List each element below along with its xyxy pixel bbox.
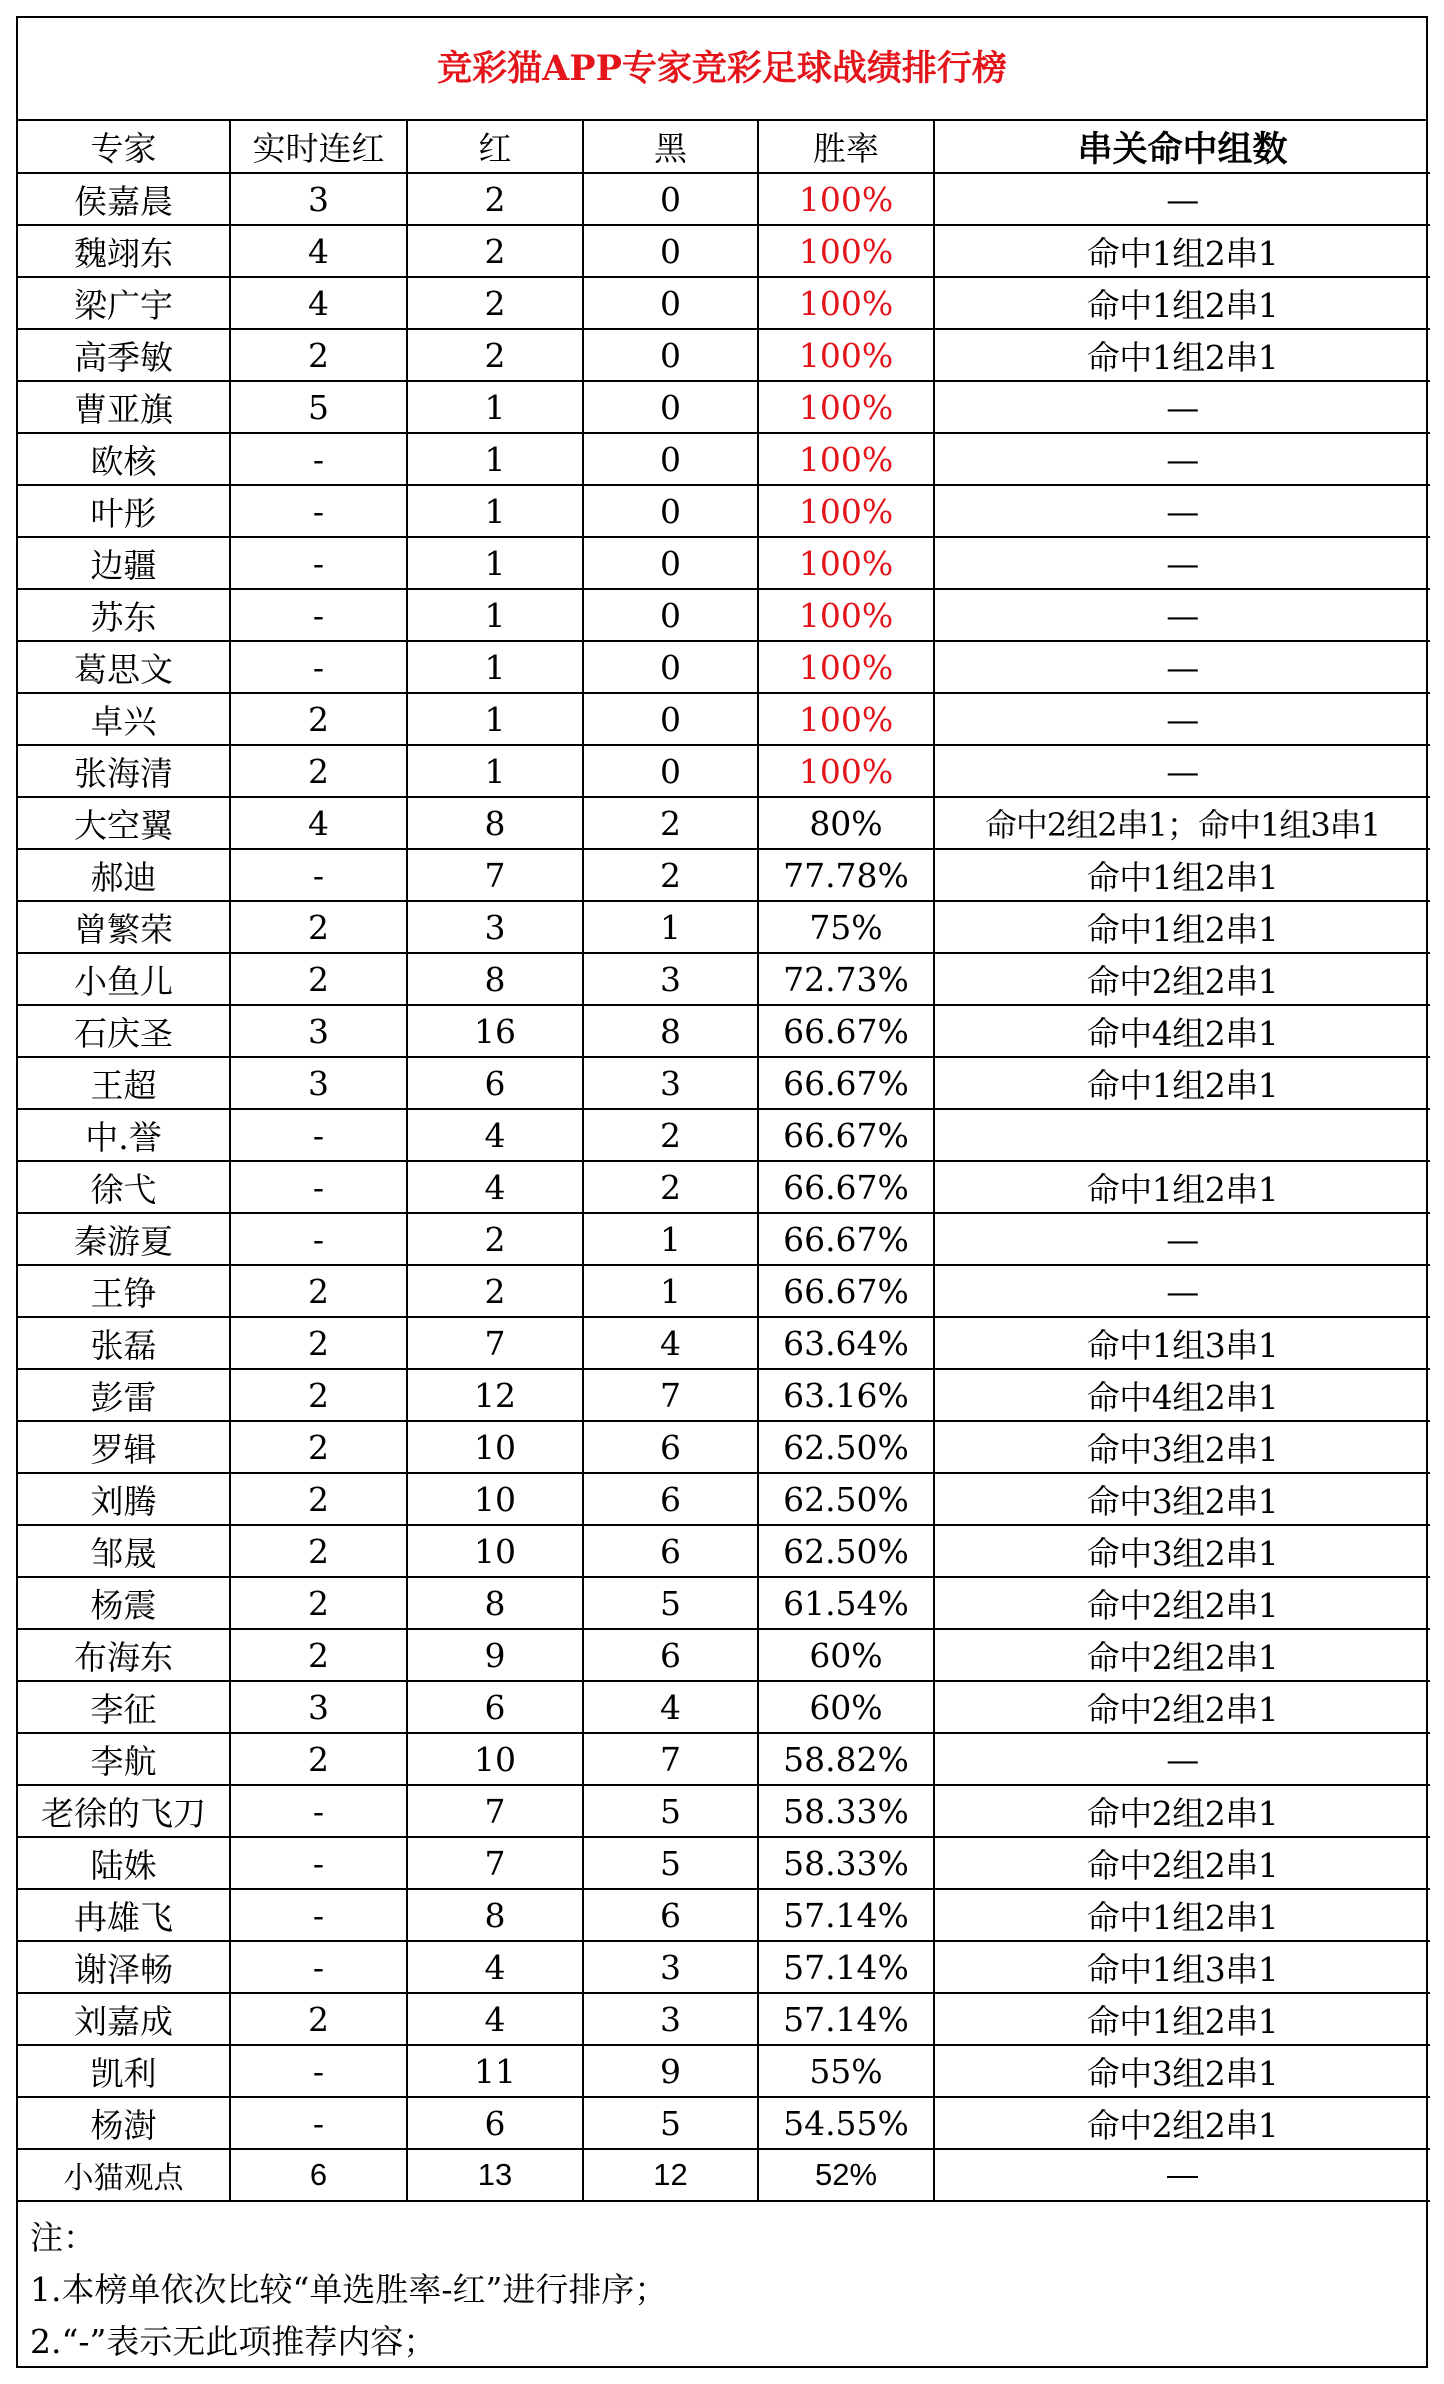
expert-name: 刘嘉成 [18, 1993, 230, 2045]
black-count: 6 [583, 1473, 758, 1525]
red-count: 7 [407, 1837, 583, 1889]
notes-line-2: 2.“-”表示无此项推荐内容； [30, 2322, 437, 2361]
combo-hits: — [934, 641, 1430, 693]
black-count: 2 [583, 1109, 758, 1161]
expert-name: 徐弋 [18, 1161, 230, 1213]
win-rate: 100% [758, 225, 934, 277]
expert-name: 张海清 [18, 745, 230, 797]
win-rate: 66.67% [758, 1161, 934, 1213]
expert-name: 罗辑 [18, 1421, 230, 1473]
red-count: 10 [407, 1733, 583, 1785]
combo-hits: — [934, 1213, 1430, 1265]
red-count: 1 [407, 537, 583, 589]
streak-cell: 2 [230, 1577, 407, 1629]
red-count: 8 [407, 1889, 583, 1941]
black-count: 4 [583, 1681, 758, 1733]
table-row [18, 1837, 1430, 1889]
table-row [18, 641, 1430, 693]
combo-hits: 命中2组2串1 [934, 953, 1430, 1005]
table-row [18, 901, 1430, 953]
expert-name: 叶彤 [18, 485, 230, 537]
expert-name: 谢泽畅 [18, 1941, 230, 1993]
streak-cell: 2 [230, 693, 407, 745]
combo-hits: — [934, 433, 1430, 485]
table-row [18, 693, 1430, 745]
combo-hits: 命中1组3串1 [934, 1317, 1430, 1369]
table-row [18, 1213, 1430, 1265]
streak-cell: - [230, 1161, 407, 1213]
expert-name: 李征 [18, 1681, 230, 1733]
red-count: 8 [407, 797, 583, 849]
streak-cell: - [230, 1109, 407, 1161]
red-count: 12 [407, 1369, 583, 1421]
red-count: 1 [407, 589, 583, 641]
red-count: 1 [407, 485, 583, 537]
black-count: 0 [583, 589, 758, 641]
combo-hits: 命中3组2串1 [934, 1421, 1430, 1473]
table-row [18, 2045, 1430, 2097]
win-rate: 100% [758, 433, 934, 485]
win-rate: 100% [758, 173, 934, 225]
combo-hits: 命中1组3串1 [934, 1941, 1430, 1993]
red-count: 8 [407, 1577, 583, 1629]
streak-cell: 2 [230, 1317, 407, 1369]
table-row [18, 277, 1430, 329]
expert-name: 杨澍 [18, 2097, 230, 2149]
expert-name: 曹亚旗 [18, 381, 230, 433]
win-rate: 60% [758, 1681, 934, 1733]
black-count: 0 [583, 745, 758, 797]
ranking-table [18, 121, 1430, 2202]
expert-name: 郝迪 [18, 849, 230, 901]
table-header-row [18, 121, 1430, 173]
expert-name: 王铮 [18, 1265, 230, 1317]
red-count: 2 [407, 329, 583, 381]
expert-name: 秦游夏 [18, 1213, 230, 1265]
combo-hits: — [934, 589, 1430, 641]
red-count: 2 [407, 225, 583, 277]
black-count: 5 [583, 1785, 758, 1837]
win-rate: 62.50% [758, 1421, 934, 1473]
win-rate: 100% [758, 537, 934, 589]
notes [18, 2202, 1426, 2368]
streak-cell: 2 [230, 329, 407, 381]
win-rate: 80% [758, 797, 934, 849]
combo-hits: 命中1组2串1 [934, 329, 1430, 381]
streak-cell: 3 [230, 1681, 407, 1733]
expert-name: 曾繁荣 [18, 901, 230, 953]
red-count: 7 [407, 849, 583, 901]
black-count: 3 [583, 1057, 758, 1109]
page-title: 竞彩猫APP专家竞彩足球战绩排行榜 [18, 18, 1426, 121]
expert-name: 石庆圣 [18, 1005, 230, 1057]
win-rate: 100% [758, 329, 934, 381]
table-row [18, 589, 1430, 641]
expert-name: 陆姝 [18, 1837, 230, 1889]
streak-cell: 2 [230, 1265, 407, 1317]
expert-name: 卓兴 [18, 693, 230, 745]
expert-name: 彭雷 [18, 1369, 230, 1421]
red-count: 1 [407, 641, 583, 693]
black-count: 0 [583, 693, 758, 745]
black-count: 5 [583, 1577, 758, 1629]
combo-hits: 命中3组2串1 [934, 1473, 1430, 1525]
win-rate: 66.67% [758, 1057, 934, 1109]
combo-hits: 命中1组2串1 [934, 1057, 1430, 1109]
expert-name: 张磊 [18, 1317, 230, 1369]
expert-name: 王超 [18, 1057, 230, 1109]
black-count: 0 [583, 277, 758, 329]
table-row [18, 1005, 1430, 1057]
win-rate: 100% [758, 745, 934, 797]
streak-cell: 2 [230, 1369, 407, 1421]
black-count: 7 [583, 1369, 758, 1421]
streak-cell: - [230, 641, 407, 693]
header-streak: 实时连红 [230, 121, 407, 173]
table-row [18, 1161, 1430, 1213]
table-row [18, 1265, 1430, 1317]
win-rate: 66.67% [758, 1005, 934, 1057]
red-count: 1 [407, 745, 583, 797]
red-count: 11 [407, 2045, 583, 2097]
table-row [18, 485, 1430, 537]
win-rate: 57.14% [758, 1993, 934, 2045]
table-row [18, 1681, 1430, 1733]
streak-cell: - [230, 485, 407, 537]
expert-name: 大空翼 [18, 797, 230, 849]
win-rate: 100% [758, 589, 934, 641]
summary-row [18, 2149, 1430, 2201]
table-row [18, 1421, 1430, 1473]
red-count: 2 [407, 277, 583, 329]
black-count: 0 [583, 485, 758, 537]
combo-hits: 命中1组2串1 [934, 1889, 1430, 1941]
notes-heading: 注： [30, 2218, 96, 2257]
summary-name: 小猫观点 [18, 2149, 230, 2201]
expert-name: 老徐的飞刀 [18, 1785, 230, 1837]
streak-cell: - [230, 2097, 407, 2149]
black-count: 6 [583, 1889, 758, 1941]
combo-hits: 命中2组2串1；命中1组3串1 [934, 797, 1430, 849]
win-rate: 58.82% [758, 1733, 934, 1785]
streak-cell: 3 [230, 1057, 407, 1109]
table-row [18, 1525, 1430, 1577]
win-rate: 66.67% [758, 1265, 934, 1317]
combo-hits: 命中1组2串1 [934, 849, 1430, 901]
streak-cell: - [230, 537, 407, 589]
expert-name: 边疆 [18, 537, 230, 589]
win-rate: 100% [758, 641, 934, 693]
black-count: 0 [583, 641, 758, 693]
expert-name: 小鱼儿 [18, 953, 230, 1005]
win-rate: 100% [758, 485, 934, 537]
combo-hits: 命中1组2串1 [934, 1161, 1430, 1213]
black-count: 1 [583, 1213, 758, 1265]
black-count: 2 [583, 1161, 758, 1213]
table-row [18, 329, 1430, 381]
expert-name: 冉雄飞 [18, 1889, 230, 1941]
expert-name: 中.誉 [18, 1109, 230, 1161]
expert-name: 葛思文 [18, 641, 230, 693]
red-count: 6 [407, 2097, 583, 2149]
black-count: 3 [583, 1941, 758, 1993]
combo-hits: 命中1组2串1 [934, 225, 1430, 277]
table-row [18, 225, 1430, 277]
streak-cell: - [230, 1837, 407, 1889]
table-row [18, 381, 1430, 433]
combo-hits: — [934, 1265, 1430, 1317]
table-row [18, 1889, 1430, 1941]
win-rate: 63.64% [758, 1317, 934, 1369]
table-row [18, 1473, 1430, 1525]
streak-cell: - [230, 1785, 407, 1837]
black-count: 2 [583, 797, 758, 849]
black-count: 5 [583, 1837, 758, 1889]
expert-name: 杨震 [18, 1577, 230, 1629]
table-row [18, 537, 1430, 589]
red-count: 1 [407, 381, 583, 433]
win-rate: 62.50% [758, 1525, 934, 1577]
streak-cell: 2 [230, 1733, 407, 1785]
combo-hits: 命中2组2串1 [934, 1837, 1430, 1889]
summary-streak: 6 [230, 2149, 407, 2201]
streak-cell: 2 [230, 1421, 407, 1473]
streak-cell: 4 [230, 277, 407, 329]
red-count: 4 [407, 1941, 583, 1993]
win-rate: 100% [758, 693, 934, 745]
red-count: 6 [407, 1681, 583, 1733]
table-row [18, 1109, 1430, 1161]
win-rate: 62.50% [758, 1473, 934, 1525]
combo-hits: — [934, 693, 1430, 745]
win-rate: 57.14% [758, 1941, 934, 1993]
table-row [18, 1941, 1430, 1993]
red-count: 3 [407, 901, 583, 953]
black-count: 0 [583, 381, 758, 433]
win-rate: 77.78% [758, 849, 934, 901]
combo-hits: — [934, 173, 1430, 225]
streak-cell: 2 [230, 1993, 407, 2045]
table-row [18, 953, 1430, 1005]
red-count: 6 [407, 1057, 583, 1109]
win-rate: 61.54% [758, 1577, 934, 1629]
table-row [18, 1785, 1430, 1837]
red-count: 8 [407, 953, 583, 1005]
table-row [18, 173, 1430, 225]
table-row [18, 1629, 1430, 1681]
combo-hits: 命中3组2串1 [934, 2045, 1430, 2097]
red-count: 7 [407, 1317, 583, 1369]
streak-cell: - [230, 1941, 407, 1993]
streak-cell: - [230, 849, 407, 901]
black-count: 1 [583, 1265, 758, 1317]
combo-hits: 命中4组2串1 [934, 1369, 1430, 1421]
expert-name: 李航 [18, 1733, 230, 1785]
table-row [18, 2097, 1430, 2149]
combo-hits [934, 1109, 1430, 1161]
combo-hits: — [934, 381, 1430, 433]
table-row [18, 1577, 1430, 1629]
combo-hits: — [934, 537, 1430, 589]
red-count: 10 [407, 1525, 583, 1577]
streak-cell: - [230, 2045, 407, 2097]
header-combo-hits: 串关命中组数 [934, 121, 1430, 173]
combo-hits: 命中2组2串1 [934, 1577, 1430, 1629]
header-black: 黑 [583, 121, 758, 173]
win-rate: 100% [758, 381, 934, 433]
black-count: 5 [583, 2097, 758, 2149]
win-rate: 55% [758, 2045, 934, 2097]
header-red: 红 [407, 121, 583, 173]
red-count: 4 [407, 1109, 583, 1161]
red-count: 4 [407, 1161, 583, 1213]
summary-red: 13 [407, 2149, 583, 2201]
win-rate: 63.16% [758, 1369, 934, 1421]
black-count: 9 [583, 2045, 758, 2097]
black-count: 7 [583, 1733, 758, 1785]
streak-cell: - [230, 1889, 407, 1941]
table-row [18, 1317, 1430, 1369]
red-count: 2 [407, 173, 583, 225]
combo-hits: 命中2组2串1 [934, 1629, 1430, 1681]
win-rate: 72.73% [758, 953, 934, 1005]
table-row [18, 1057, 1430, 1109]
win-rate: 66.67% [758, 1213, 934, 1265]
streak-cell: - [230, 1213, 407, 1265]
black-count: 3 [583, 953, 758, 1005]
black-count: 0 [583, 433, 758, 485]
streak-cell: 4 [230, 797, 407, 849]
red-count: 10 [407, 1473, 583, 1525]
expert-name: 刘腾 [18, 1473, 230, 1525]
combo-hits: — [934, 1733, 1430, 1785]
streak-cell: 2 [230, 745, 407, 797]
win-rate: 54.55% [758, 2097, 934, 2149]
black-count: 2 [583, 849, 758, 901]
black-count: 0 [583, 329, 758, 381]
notes-line-1: 1.本榜单依次比较“单选胜率-红”进行排序； [30, 2270, 668, 2309]
expert-name: 欧核 [18, 433, 230, 485]
win-rate: 58.33% [758, 1785, 934, 1837]
black-count: 6 [583, 1525, 758, 1577]
black-count: 0 [583, 537, 758, 589]
red-count: 1 [407, 693, 583, 745]
black-count: 0 [583, 173, 758, 225]
combo-hits: 命中2组2串1 [934, 1681, 1430, 1733]
expert-name: 侯嘉晨 [18, 173, 230, 225]
header-expert: 专家 [18, 121, 230, 173]
expert-name: 魏翊东 [18, 225, 230, 277]
streak-cell: 2 [230, 901, 407, 953]
table-row [18, 1733, 1430, 1785]
red-count: 2 [407, 1265, 583, 1317]
streak-cell: - [230, 433, 407, 485]
summary-black: 12 [583, 2149, 758, 2201]
combo-hits: 命中1组2串1 [934, 901, 1430, 953]
expert-name: 苏东 [18, 589, 230, 641]
combo-hits: 命中1组2串1 [934, 1993, 1430, 2045]
header-win-rate: 胜率 [758, 121, 934, 173]
red-count: 1 [407, 433, 583, 485]
streak-cell: 2 [230, 1629, 407, 1681]
win-rate: 66.67% [758, 1109, 934, 1161]
streak-cell: 2 [230, 1525, 407, 1577]
table-body [18, 173, 1430, 2149]
red-count: 9 [407, 1629, 583, 1681]
red-count: 4 [407, 1993, 583, 2045]
black-count: 6 [583, 1421, 758, 1473]
streak-cell: 2 [230, 953, 407, 1005]
combo-hits: — [934, 745, 1430, 797]
combo-hits: 命中3组2串1 [934, 1525, 1430, 1577]
black-count: 8 [583, 1005, 758, 1057]
red-count: 10 [407, 1421, 583, 1473]
black-count: 6 [583, 1629, 758, 1681]
combo-hits: 命中4组2串1 [934, 1005, 1430, 1057]
table-row [18, 849, 1430, 901]
summary-win-rate: 52% [758, 2149, 934, 2201]
black-count: 4 [583, 1317, 758, 1369]
table-row [18, 1369, 1430, 1421]
combo-hits: 命中2组2串1 [934, 2097, 1430, 2149]
combo-hits: 命中2组2串1 [934, 1785, 1430, 1837]
win-rate: 58.33% [758, 1837, 934, 1889]
streak-cell: 2 [230, 1473, 407, 1525]
win-rate: 75% [758, 901, 934, 953]
expert-name: 高季敏 [18, 329, 230, 381]
expert-name: 邹晟 [18, 1525, 230, 1577]
table-row [18, 1993, 1430, 2045]
black-count: 3 [583, 1993, 758, 2045]
expert-name: 布海东 [18, 1629, 230, 1681]
streak-cell: 3 [230, 1005, 407, 1057]
streak-cell: 3 [230, 173, 407, 225]
combo-hits: — [934, 485, 1430, 537]
expert-name: 梁广宇 [18, 277, 230, 329]
win-rate: 60% [758, 1629, 934, 1681]
win-rate: 100% [758, 277, 934, 329]
ranking-sheet [16, 16, 1428, 2368]
expert-name: 凯利 [18, 2045, 230, 2097]
streak-cell: 4 [230, 225, 407, 277]
black-count: 0 [583, 225, 758, 277]
summary-combo: — [934, 2149, 1430, 2201]
streak-cell: 5 [230, 381, 407, 433]
table-row [18, 797, 1430, 849]
table-row [18, 433, 1430, 485]
streak-cell: - [230, 589, 407, 641]
combo-hits: 命中1组2串1 [934, 277, 1430, 329]
red-count: 16 [407, 1005, 583, 1057]
red-count: 2 [407, 1213, 583, 1265]
win-rate: 57.14% [758, 1889, 934, 1941]
table-row [18, 745, 1430, 797]
black-count: 1 [583, 901, 758, 953]
red-count: 7 [407, 1785, 583, 1837]
